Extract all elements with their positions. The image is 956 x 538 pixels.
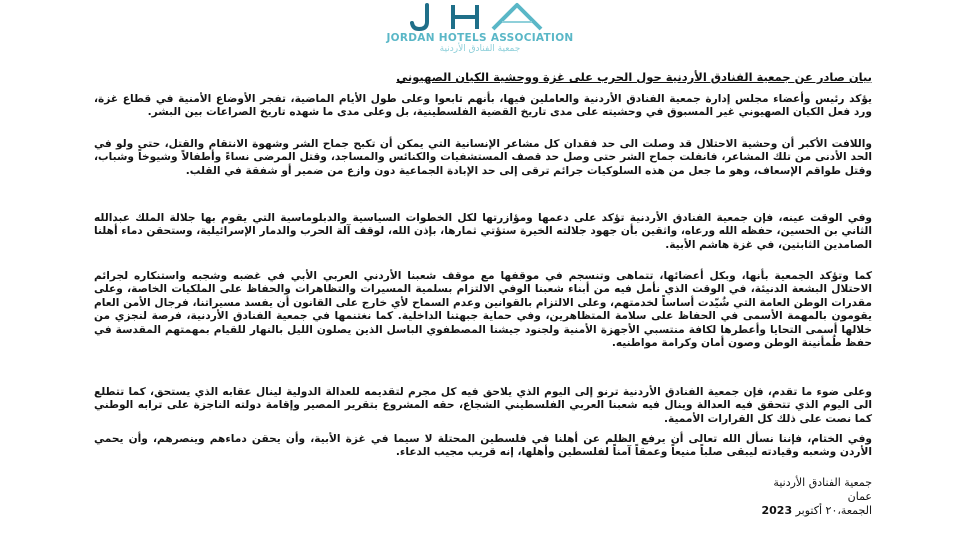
signature-year: 2023 — [761, 504, 793, 517]
statement-title: بيان صادر عن جمعية الفنادق الأردنية حول الحرب على غزة ووحشية الكيان الصهيوني — [396, 70, 872, 84]
paragraph-5: وعلى ضوء ما تقدم، فإن جمعية الفنادق الأردنية ترنو إلى اليوم الذي يلاحق فيه كل مجرم لتقديمه للعدالة الدولية لينال عقابه الذي يستحق، كما تتطلع الى اليوم الذي تتحقق فيه العدالة وينال فيه شعبنا العربي الفلسطيني الشجاع، حقه المشروع بتقرير المصير وإقامة دولته الناجزة على ترابه الوطني كما نصت على ذلك كل القرارات الأممية. — [94, 386, 872, 425]
paragraph-2: واللافت الأكبر أن وحشية الاحتلال قد وصلت الى حد فقدان كل مشاعر الإنسانية التي يمكن أن تكبح جماح الشر وشهوة الانتقام والقتل، حتى ولو في الحد الأدنى من تلك المشاعر، فانفلت جماح الشر حتى وصل حد قصف المستشفيات والكنائس والمساجد، وقتل المرضى نساءً وأطفالاً وشيوخاً وشباب، وقتل طواقم الإسعاف، وهو ما جعل من هذه السلوكيات جرائم ترقى إلى حد الإبادة الجماعية دون وازع من ضمير أو شفقة في القلب. — [94, 138, 872, 177]
logo-english-name: JORDAN HOTELS ASSOCIATION — [386, 32, 574, 44]
paragraph-1: يؤكد رئيس وأعضاء مجلس إدارة جمعية الفنادق الأردنية والعاملين فيها، بأنهم تابعوا وعلى طول الأيام الماضية، تفجر الأوضاع الأمنية في قطاع غزة، ورد فعل الكيان الصهيوني غير المسبوق في وحشيته على مدى تاريخ القضية الفلسطينية، بل وعلى مدى ما شهده تاريخ الصراعات بين البشر. — [94, 93, 872, 119]
logo-arabic-name: جمعية الفنادق الأردنية — [439, 44, 521, 54]
signature-date-text: الجمعة،٢٠ أكتوبر — [795, 504, 872, 517]
signature-date — [94, 504, 872, 518]
paragraph-3: وفي الوقت عينه، فإن جمعية الفنادق الأردنية تؤكد على دعمها ومؤازرتها لكل الخطوات السياسية والدبلوماسية التي يقوم بها جلالة الملك عبدالله الثاني بن الحسين، حفظه الله ورعاه، واثقين بأن جهود جلالته الخيرة ستؤتي ثمارها، بإذن الله، لوقف آلة الحرب والدمار الإسرائيلية، وستحقن دماء أهلنا الصامدين الثابتين، في غزة هاشم الأبية. — [94, 212, 872, 251]
jha-logo — [365, 2, 595, 58]
signature-organization: جمعية الفنادق الأردنية — [773, 476, 872, 489]
signature-city: عمان — [847, 490, 872, 503]
paragraph-4: كما وتؤكد الجمعية بأنها، وبكل أعضائها، تتماهى وتنسجم في موقفها مع موقف شعبنا الأردني العربي الأبي في غضبه وشجبه واستنكاره لجرائم الاحتلال البشعة الدنيئة، في الوقت الذي نأمل فيه من أبناء شعبنا الوفي الالتزام بسلمية المسيرات والتظاهرات والحفاظ على الملكيات الخاصة، وعلى مقدرات الوطن العامة التي شُيّدت أساساً لخدمتهم، وعلى الالتزام بالقوانين وعدم السماح لأي خارج على القانون أن يفسد مسيراتنا، فرجال الأمن العام يقومون بالمهمة الأسمى في الحفاظ على سلامة المتظاهرين، وفي حماية جبهتنا الداخلية. كما نغتنمها في جمعية الفنادق الأردنية، فرصة لنجزي من خلالها أسمى التحايا وأعطرها لكافة منتسبي الأجهزة الأمنية ولجنود جيشنا المصطفوي الباسل الذين يصلون الليل بالنهار للقيام بمهمتهم المقدسة في حفظ طُمأنينة الوطن وصون أمان وكرامة مواطنيه. — [94, 270, 872, 350]
paragraph-6: وفي الختام، فإننا نسأل الله تعالى أن يرفع الظلم عن أهلنا في فلسطين المحتلة لا سيما في غزة الأبية، وأن يحقن دماءهم وينصرهم، وأن يحمي الأردن وشعبه وقيادته ليبقى صلباً منيعاً وعمقاً آمناً لفلسطين وأهلها، إنه قريب مجيب الدعاء. — [94, 433, 872, 459]
jha-logo-mark-icon — [405, 2, 555, 32]
